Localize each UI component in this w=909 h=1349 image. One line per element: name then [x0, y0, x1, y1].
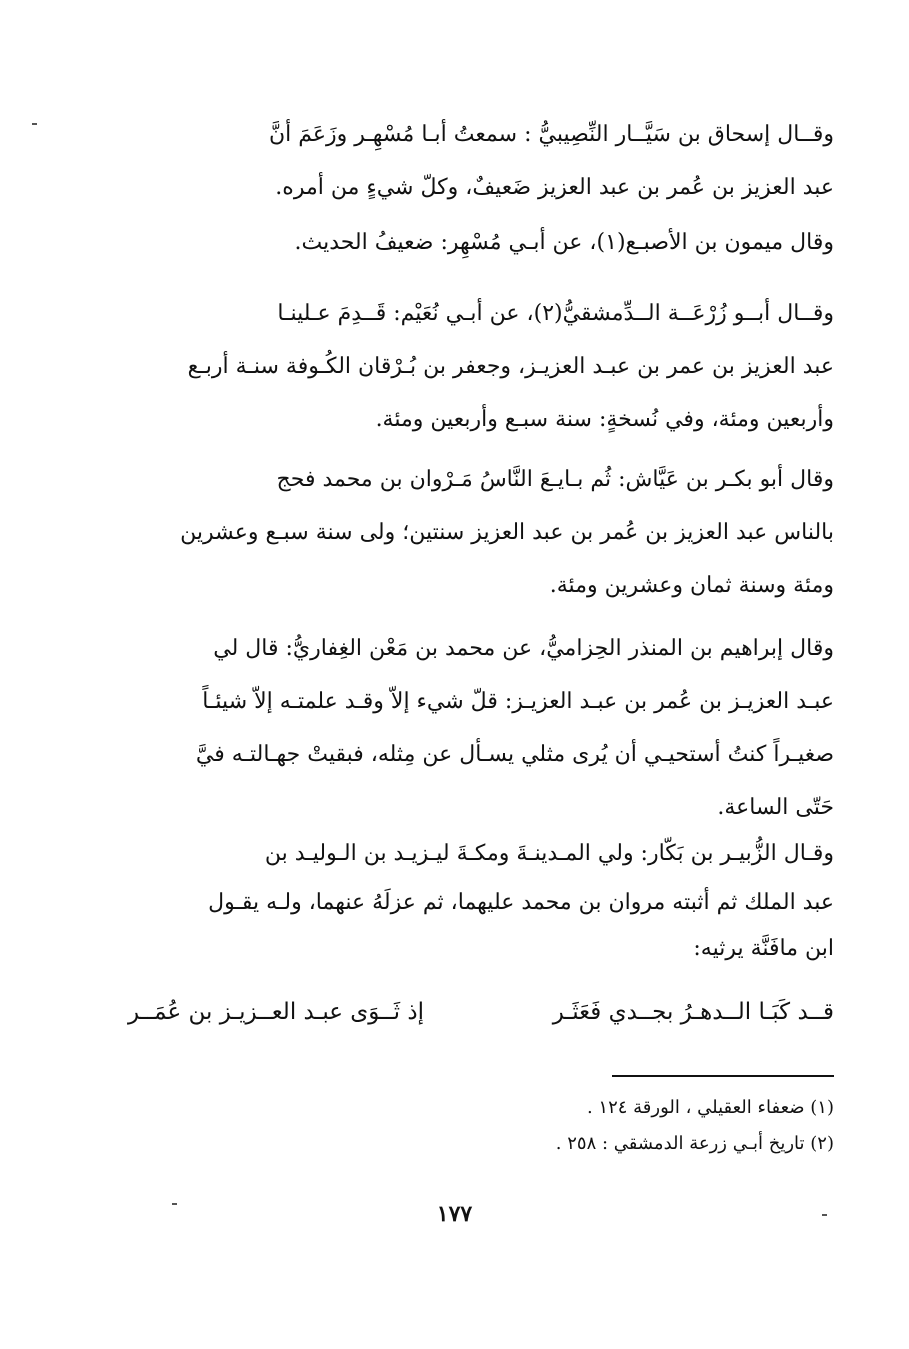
- paragraph-line: وقــال إسحاق بن سَيَّــار النِّصِيبيُّ : سمعتُ أبـا مُسْهِـر وزَعَمَ أنَّ: [268, 122, 834, 147]
- scan-speck: [32, 123, 37, 125]
- paragraph-2: [128, 216, 834, 269]
- footnotes: [340, 1090, 834, 1162]
- paragraph-line: عبد العزيز بن عمر بن عبـد العزيـز، وجعفر بن بُـرْقان الكُـوفة سنـة أربـع: [187, 354, 834, 379]
- paragraph-4: [128, 453, 834, 612]
- paragraph-line: ابن مافَنَّة يرثيه:: [693, 936, 834, 961]
- paragraph-line: وقال أبو بكـر بن عَيَّاش: ثُم بـايـعَ النَّاسُ مَـرْوان بن محمد فحج: [276, 467, 834, 492]
- verse-first-hemistich: قــد كَبَـا الــدهـرُ بجــدي فَعَثَـر: [552, 999, 834, 1025]
- paragraph-6: [128, 827, 834, 972]
- paragraph-line: وقال ميمون بن الأصبـع(١)، عن أبـي مُسْهِر: ضعيفُ الحديث.: [294, 230, 834, 255]
- paragraph-line: ومئة وسنة ثمان وعشرين ومئة.: [549, 573, 834, 598]
- paragraph-line: حَتّى الساعة.: [717, 795, 834, 820]
- page-number: ١٧٧: [436, 1201, 473, 1227]
- poetry-verse: [128, 985, 834, 1040]
- scan-speck: [172, 1203, 177, 1205]
- paragraph-5: [128, 622, 834, 834]
- paragraph-3: [128, 287, 834, 446]
- paragraph-1: [128, 108, 834, 214]
- paragraph-line: عبد الملك ثم أثبته مروان بن محمد عليهما، ثم عزلَهُ عنهما، ولـه يقـول: [208, 890, 834, 915]
- paragraph-line: عبـد العزيـز بن عُمر بن عبـد العزيـز: قلّ شيء إلاّ وقـد علمتـه إلاّ شيئـاً: [202, 689, 834, 714]
- verse-second-hemistich: إذ ثَــوَى عبـد العــزيـز بن عُمَــر: [128, 999, 425, 1025]
- footnote-separator: [612, 1075, 834, 1077]
- footnote-2: (٢) تاريخ أبـي زرعة الدمشقي : ٢٥٨ .: [555, 1133, 834, 1154]
- paragraph-line: وقــال أبــو زُرْعَــة الــدِّمشقيُّ(٢)، عن أبـي نُعَيْم: قَــدِمَ عـلينـا: [277, 301, 834, 326]
- paragraph-line: وقال إبراهيم بن المنذر الحِزاميُّ، عن محمد بن مَعْن الغِفاريُّ: قال لي: [213, 636, 834, 661]
- paragraph-line: وأربعين ومئة، وفي نُسخةٍ: سنة سبـع وأربعين ومئة.: [375, 407, 834, 432]
- paragraph-line: عبد العزيز بن عُمر بن عبد العزيز ضَعيفٌ، وكلّ شيءٍ من أمره.: [275, 175, 834, 200]
- footnote-1: (١) ضعفاء العقيلي ، الورقة ١٢٤ .: [586, 1097, 834, 1118]
- paragraph-line: بالناس عبد العزيز بن عُمر بن عبد العزيز سنتين؛ ولى سنة سبـع وعشرين: [180, 520, 834, 545]
- scan-speck: [822, 1214, 827, 1216]
- paragraph-line: وقـال الزُّبيـر بن بَكّار: ولي المـدينـةَ ومكـةَ ليـزيـد بن الـوليـد بن: [264, 841, 834, 866]
- paragraph-line: صغيـراً كنتُ أستحيـي أن يُرى مثلي يسـأل عن مِثله، فبقيتْ جهـالتـه فيَّ: [195, 742, 834, 767]
